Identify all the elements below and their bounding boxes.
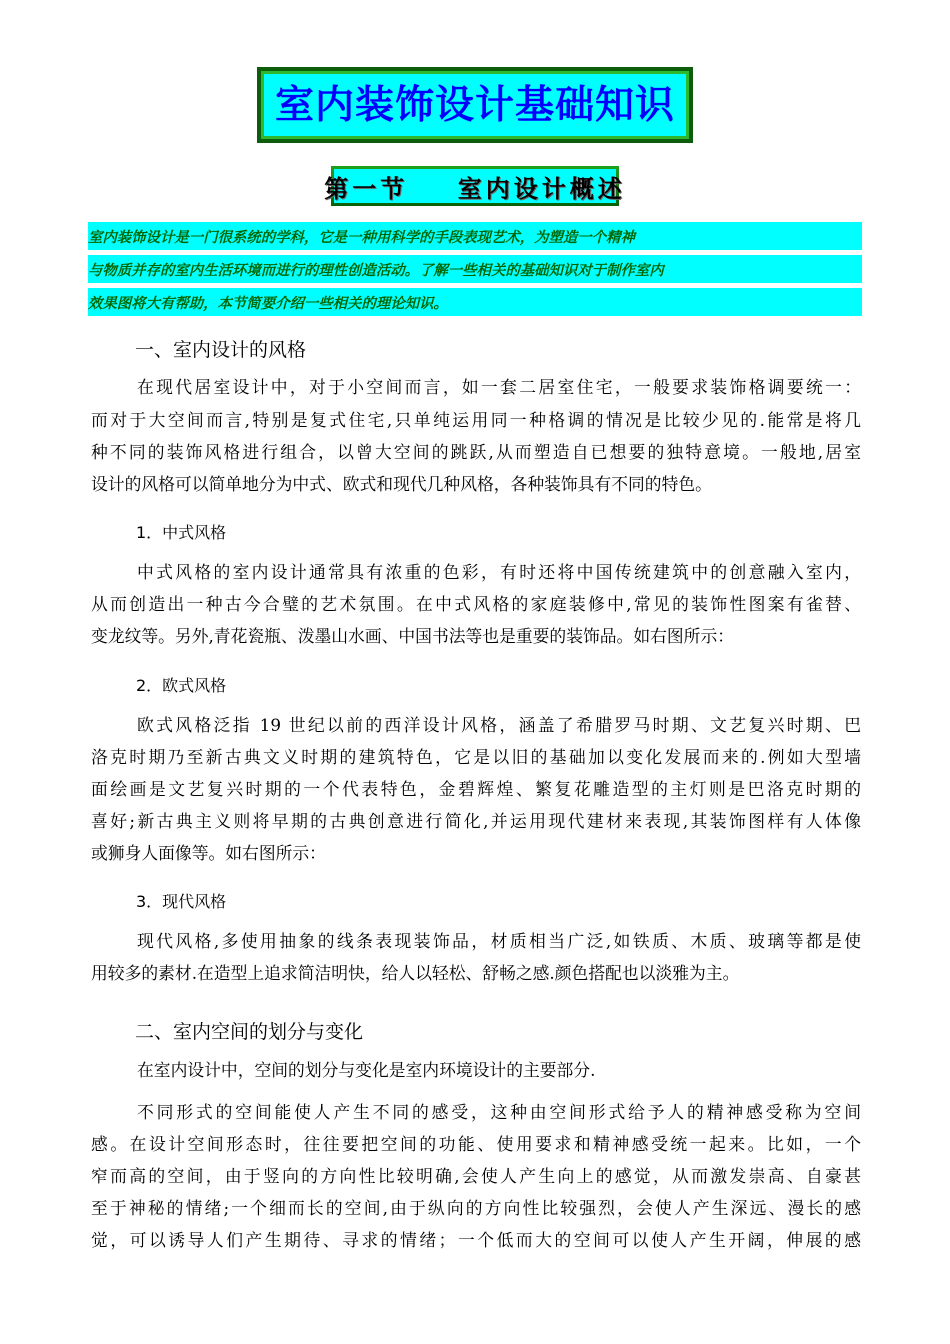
subheading-european-style: 2．欧式风格 [136, 676, 227, 695]
body-line: 窄而高的空间，由于竖向的方向性比较明确,会使人产生向上的感觉，从而激发崇高、自豪甚 [91, 1166, 861, 1186]
body-line: 洛克时期乃至新古典文义时期的建筑特色，它是以旧的基础加以变化发展而来的.例如大型墙 [91, 747, 861, 767]
document-title: 室内装饰设计基础知识 [274, 82, 675, 128]
subheading-chinese-style: 1．中式风格 [136, 523, 227, 542]
subheading-modern-style: 3．现代风格 [136, 892, 227, 911]
body-line: 不同形式的空间能使人产生不同的感受，这种由空间形式给予人的精神感受称为空间 [137, 1102, 861, 1122]
body-line: 用较多的素材.在造型上追求简洁明快，给人以轻松、舒畅之感.颜色搭配也以淡雅为主。 [91, 963, 740, 983]
intro-line: 效果图将大有帮助，本节简要介绍一些相关的理论知识。 [88, 296, 448, 312]
body-line: 感。在设计空间形态时，往往要把空间的功能、使用要求和精神感受统一起来。比如，一个 [91, 1134, 861, 1154]
intro-line: 室内装饰设计是一门很系统的学科，它是一种用科学的手段表现艺术，为塑造一个精神 [88, 230, 635, 246]
section-heading-banner [324, 166, 626, 206]
body-line: 现代风格,多使用抽象的线条表现装饰品，材质相当广泛,如铁质、木质、玻璃等都是使 [137, 931, 861, 951]
body-line: 变龙纹等。另外,青花瓷瓶、泼墨山水画、中国书法等也是重要的装饰品。如右图所示： [91, 626, 735, 646]
heading-space-division: 二、室内空间的划分与变化 [135, 1021, 364, 1043]
body-line: 喜好;新古典主义则将早期的古典创意进行简化,并运用现代建材来表现,其装饰图样有人体像 [91, 811, 861, 831]
body-line: 而对于大空间而言,特别是复式住宅,只单纯运用同一种格调的情况是比较少见的.能常是将几 [91, 410, 861, 430]
body-line: 欧式风格泛指 19 世纪以前的西洋设计风格，涵盖了希腊罗马时期、文艺复兴时期、巴 [137, 715, 861, 735]
body-line: 从而创造出一种古今合璧的艺术氛围。在中式风格的家庭装修中,常见的装饰性图案有雀替、 [91, 594, 861, 614]
title-banner-inner [261, 71, 689, 139]
body-line: 至于神秘的情绪;一个细而长的空间,由于纵向的方向性比较强烈，会使人产生深远、漫长的感 [91, 1198, 861, 1218]
section-heading-inner [324, 169, 626, 203]
body-line: 在现代居室设计中，对于小空间而言，如一套二居室住宅，一般要求装饰格调要统一： [137, 377, 861, 397]
intro-line: 与物质并存的室内生活环境而进行的理性创造活动。了解一些相关的基础知识对于制作室内 [88, 263, 664, 279]
body-line: 在室内设计中，空间的划分与变化是室内环境设计的主要部分. [137, 1060, 596, 1080]
body-line: 觉，可以诱导人们产生期待、寻求的情绪；一个低而大的空间可以使人产生开阔，伸展的感 [91, 1230, 861, 1250]
body-line: 面绘画是文艺复兴时期的一个代表特色，金碧辉煌、繁复花雕造型的主灯则是巴洛克时期的 [91, 779, 861, 799]
body-line: 中式风格的室内设计通常具有浓重的色彩，有时还将中国传统建筑中的创意融入室内， [137, 562, 861, 582]
title-banner [257, 67, 693, 143]
body-line: 种不同的装饰风格进行组合，以曾大空间的跳跃,从而塑造自已想要的独特意境。一般地,居室 [91, 442, 861, 462]
body-line: 或狮身人面像等。如右图所示： [91, 843, 326, 863]
body-line: 设计的风格可以简单地分为中式、欧式和现代几种风格，各种装饰具有不同的特色。 [91, 474, 712, 494]
section-heading: 第一节 室内设计概述 [324, 173, 626, 203]
heading-interior-style: 一、室内设计的风格 [135, 339, 307, 361]
intro-box [88, 222, 862, 316]
